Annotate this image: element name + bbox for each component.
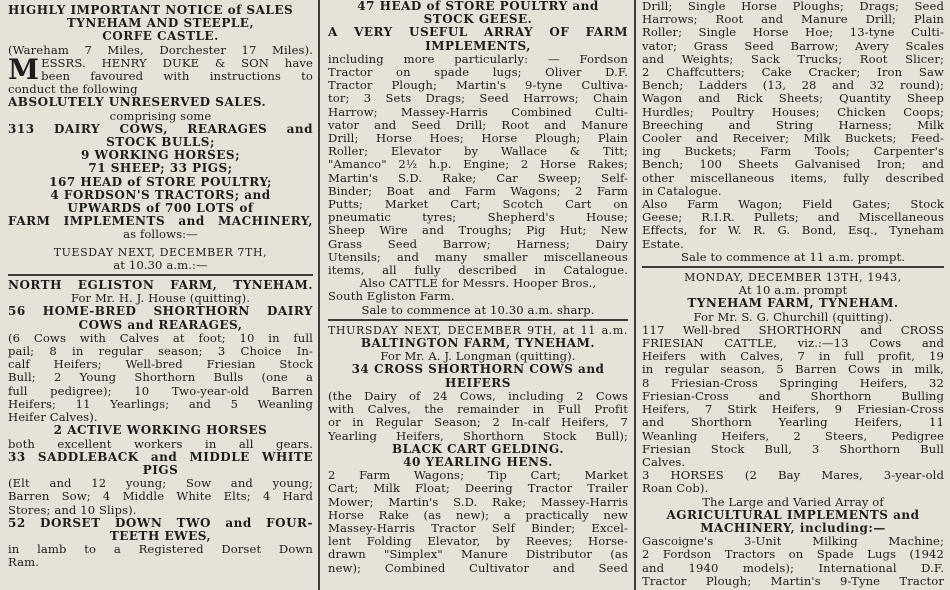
- line-text: TUESDAY NEXT, DECEMBER 7TH,: [53, 245, 268, 259]
- line-text: full pedigree); 10 Two-year-old Barren: [8, 384, 313, 398]
- line-text: Barren Sow; 4 Middle White Elts; 4 Hard: [8, 490, 313, 504]
- notice-text-line: [8, 259, 313, 272]
- line-text: Bench; Ladders (13, 28 and 32 round);: [642, 79, 944, 93]
- notice-text-line: [642, 548, 944, 561]
- notice-text-line: [328, 390, 628, 403]
- line-text: and Shorthorn Yearling Heifers, 11: [642, 416, 944, 430]
- notice-text-line: [328, 509, 628, 522]
- notice-heading-line: [8, 464, 313, 477]
- notice-text-line: [642, 0, 944, 13]
- line-text: UPWARDS of 700 LOTS of: [67, 202, 254, 216]
- line-text: Sale to commence at 11 a.m. prompt.: [680, 250, 906, 264]
- notice-text-line: [328, 53, 628, 66]
- notice-heading-line: [8, 517, 313, 530]
- notice-heading-line: [642, 297, 944, 310]
- notice-text-line: [8, 490, 313, 503]
- line-text: 313 DAIRY COWS, REARAGES and: [8, 122, 313, 136]
- notice-text-line: [8, 110, 313, 123]
- line-text: Bull; 2 Young Shorthorn Bulls (one a: [8, 371, 313, 385]
- notice-text-line: [642, 40, 944, 53]
- line-text: Geese; R.I.R. Pullets; and Miscellaneous: [642, 211, 944, 225]
- line-text: Drill; Horse Hoes; Horse Plough; Plain: [328, 132, 628, 146]
- line-text: pail; 8 in regular season; 3 Choice In-: [8, 345, 313, 359]
- notice-text-line: [8, 228, 313, 241]
- line-text: 56 HOME-BRED SHORTHORN DAIRY: [8, 305, 313, 319]
- notice-text-line: [328, 66, 628, 79]
- line-text: NORTH EGLISTON FARM, TYNEHAM.: [8, 279, 313, 293]
- line-text: Estate.: [642, 237, 684, 251]
- notice-text-line: [8, 385, 313, 398]
- line-text: Friesian-Cross and Shorthorn Bulling: [642, 389, 944, 403]
- notice-text-line: [328, 264, 628, 277]
- notice-heading-line: [8, 279, 313, 292]
- notice-text-line: [328, 482, 628, 495]
- notice-text-line: [642, 390, 944, 403]
- line-text: ing Buckets; Farm Tools; Carpenter's: [642, 145, 944, 159]
- notice-text-line: [642, 66, 944, 79]
- line-text: (the Dairy of 24 Cows, including 2 Cows: [328, 389, 628, 403]
- line-text: 40 YEARLING HENS.: [403, 455, 553, 469]
- line-text: AGRICULTURAL IMPLEMENTS and: [666, 508, 920, 522]
- line-text: Breeching and String Harness; Milk: [642, 118, 944, 132]
- line-text: COWS and REARAGES,: [78, 318, 243, 332]
- notice-text-line: [642, 13, 944, 26]
- line-text: FARM IMPLEMENTS and MACHINERY,: [8, 215, 313, 229]
- notice-text-line: [642, 350, 944, 363]
- notice-text-line: [8, 358, 313, 371]
- line-text: Tractor Plough; Martin's 9-Tyne Tractor: [642, 574, 944, 588]
- line-text: conduct the following: [8, 83, 138, 97]
- notice-text-line: [328, 198, 628, 211]
- line-text: 33 SADDLEBACK and MIDDLE WHITE: [8, 450, 313, 464]
- notice-text-line: [328, 416, 628, 429]
- notice-text-line: [642, 224, 944, 237]
- notice-text-line: [642, 198, 944, 211]
- notice-text-line: [642, 172, 944, 185]
- line-text: Also Farm Wagon; Field Gates; Stock: [642, 198, 944, 212]
- notice-text-line: [328, 469, 628, 482]
- line-text: Utensils; and many smaller miscellaneous: [328, 250, 628, 264]
- line-text: Weanling Heifers, 2 Steers, Pedigree: [642, 429, 944, 443]
- notice-text-line: [642, 311, 944, 324]
- notice-text-line: [328, 251, 628, 264]
- notice-text-line: [642, 284, 944, 297]
- notice-text-line: [328, 430, 628, 443]
- notice-heading-line: [328, 443, 628, 456]
- line-text: 8 Friesian-Cross Springing Heifers, 32: [642, 376, 944, 390]
- line-text: lent Folding Elevator, by Reeves; Horse-: [328, 535, 628, 549]
- notice-text-line: [328, 158, 628, 171]
- notice-heading-line: [328, 26, 628, 39]
- notice-text-line: [328, 238, 628, 251]
- line-text: and Weights; Sack Trucks; Root Slicer;: [642, 52, 944, 66]
- notice-text-line: [8, 371, 313, 384]
- notice-heading-line: [8, 424, 313, 437]
- line-text: both excellent workers in all gears.: [8, 437, 313, 451]
- notice-text-line: [642, 324, 944, 337]
- notice-text-line: [642, 469, 944, 482]
- notice-text-line: [8, 398, 313, 411]
- notice-text-line: [8, 543, 313, 556]
- line-text: FRIESIAN CATTLE, viz.:—13 Cows and: [642, 337, 944, 351]
- notice-text-line: [642, 575, 944, 588]
- line-text: calf Heifers; Well-bred Friesian Stock: [8, 358, 313, 372]
- line-text: 3 HORSES (2 Bay Mares, 3-year-old: [642, 469, 944, 483]
- line-text: tor; 3 Sets Drags; Seed Harrows; Chain: [328, 92, 628, 106]
- line-text: Heifers, 7 Stirk Heifers, 9 Friesian-Cross: [642, 403, 944, 417]
- line-text: as follows:—: [123, 228, 198, 242]
- notice-text-line: [328, 79, 628, 92]
- notice-text-line: [328, 562, 628, 575]
- notice-text-line: [642, 238, 944, 251]
- line-text: Martin's S.D. Rake; Car Sweep; Self-: [328, 171, 628, 185]
- line-text: TYNEHAM AND STEEPLE,: [66, 17, 255, 31]
- notice-heading-line: [8, 176, 313, 189]
- notice-text-line: [328, 106, 628, 119]
- line-text: new); Combined Cultivator and Seed: [328, 561, 628, 575]
- line-text: vator and Seed Drill; Root and Manure: [328, 118, 628, 132]
- notice-text-line: [328, 224, 628, 237]
- notice-text-line: [328, 290, 628, 303]
- line-text: 71 SHEEP; 33 PIGS;: [88, 162, 233, 176]
- notice-text-line: [642, 535, 944, 548]
- line-text: Cooler and Receiver; Milk Buckets; Feed-: [642, 132, 944, 146]
- line-text: in Catalogue.: [642, 184, 722, 198]
- line-text: STOCK BULLS;: [106, 136, 215, 150]
- section-divider: [642, 266, 944, 268]
- notice-heading-line: [8, 162, 313, 175]
- notice-heading-line: [8, 136, 313, 149]
- notice-text-line: [328, 211, 628, 224]
- line-text: BLACK CART GELDING.: [391, 442, 565, 456]
- line-text: Heifers with Calves, 7 in full profit, 19: [642, 350, 944, 364]
- line-text: pneumatic tyres; Shepherd's House;: [328, 211, 628, 225]
- notice-text-line: [642, 377, 944, 390]
- line-text: Mower; Martin's S.D. Rake; Massey-Harris: [328, 495, 628, 509]
- notice-text-line: [8, 411, 313, 424]
- line-text: (Elt and 12 young; Sow and young;: [8, 477, 313, 491]
- line-text: items, all fully described in Catalogue.: [328, 264, 628, 278]
- notice-text-line: [8, 345, 313, 358]
- notice-heading-line: [328, 40, 628, 53]
- line-text: BALTINGTON FARM, TYNEHAM.: [360, 337, 596, 351]
- line-text: Massey-Harris Tractor Self Binder; Excel-: [328, 521, 628, 535]
- notice-text-line: [8, 438, 313, 451]
- line-text: 2 Farm Wagons; Tip Cart; Market: [328, 469, 628, 483]
- notice-heading-line: [328, 337, 628, 350]
- notice-text-line: [328, 350, 628, 363]
- notice-heading-line: [328, 377, 628, 390]
- notice-text-line: [642, 132, 944, 145]
- line-text: drawn "Simplex" Manure Distributor (as: [328, 548, 628, 562]
- notice-text-line: [8, 504, 313, 517]
- line-text: Wagon and Rick Sheets; Quantity Sheep: [642, 92, 944, 106]
- line-text: Yearling Heifers, Shorthorn Stock Bull);: [328, 429, 628, 443]
- line-text: Heifer Calves).: [8, 411, 98, 425]
- notice-text-line: [642, 363, 944, 376]
- notice-text-line: [642, 119, 944, 132]
- notice-heading-line: [642, 509, 944, 522]
- notice-text-line: [8, 246, 313, 259]
- line-text: 2 Fordson Tractors on Spade Lugs (1942: [642, 548, 944, 562]
- line-text: 2 ACTIVE WORKING HORSES: [53, 424, 268, 438]
- notice-heading-line: [8, 202, 313, 215]
- notice-text-line: [642, 53, 944, 66]
- line-text: Tractor on spade lugs; Oliver D.F.: [328, 66, 628, 80]
- notice-text-line: [642, 92, 944, 105]
- line-text: THURSDAY NEXT, DECEMBER 9TH, at 11 a.m.: [328, 323, 628, 337]
- notice-text-line: [328, 324, 628, 337]
- line-text: IMPLEMENTS,: [425, 39, 531, 53]
- notice-heading-line: [328, 363, 628, 376]
- notice-heading-line: [8, 30, 313, 43]
- notice-text-line: [8, 83, 313, 96]
- line-text: vator; Grass Seed Barrow; Avery Scales: [642, 39, 944, 53]
- line-text: "Amanco" 2½ h.p. Engine; 2 Horse Rakes;: [328, 158, 628, 172]
- notice-text-line: [642, 337, 944, 350]
- notice-heading-line: [8, 17, 313, 30]
- line-text: (6 Cows with Calves at foot; 10 in full: [8, 331, 313, 345]
- notice-text-line: [8, 332, 313, 345]
- line-text: HIGHLY IMPORTANT NOTICE of SALES: [8, 4, 294, 17]
- line-text: Roan Cob).: [642, 482, 709, 496]
- line-text: Horse Rake (as new); a practically new: [328, 508, 628, 522]
- notice-text-line: [642, 79, 944, 92]
- notice-heading-line: [8, 4, 313, 17]
- line-text: or in Regular Season; 2 In-calf Heifers, 7: [328, 416, 628, 430]
- notice-text-line: [642, 158, 944, 171]
- notice-text-line: [8, 477, 313, 490]
- line-text: 52 DORSET DOWN TWO and FOUR-: [8, 516, 313, 530]
- notice-text-line: [328, 548, 628, 561]
- line-text: 2 Chaffcutters; Cake Cracker; Iron Saw: [642, 66, 944, 80]
- line-text: At 10 a.m. prompt: [738, 284, 848, 298]
- notice-heading-line: [8, 189, 313, 202]
- line-text: in lamb to a Registered Dorset Down: [8, 543, 313, 557]
- line-text: Harrow; Massey-Harris Combined Culti-: [328, 105, 628, 119]
- line-text: (Wareham 7 Miles, Dorchester 17 Miles).: [8, 43, 313, 57]
- line-text: and 1940 models); International D.F.: [642, 561, 944, 575]
- line-text: Ram.: [8, 556, 39, 570]
- notice-heading-line: [8, 96, 313, 109]
- section-divider: [8, 274, 313, 276]
- line-text: Effects, for W. R. G. Bond, Esq., Tyneham: [642, 224, 944, 238]
- column-right: [636, 0, 950, 590]
- notice-text-line: [642, 416, 944, 429]
- notice-text-line: [41, 70, 313, 83]
- section-divider: [328, 319, 628, 321]
- notice-text-line: [328, 132, 628, 145]
- line-text: Stores; and 10 Slips).: [8, 503, 137, 517]
- line-text: The Large and Varied Array of: [702, 495, 884, 509]
- column-middle: [320, 0, 634, 590]
- line-text: in regular season, 5 Barren Cows in milk,: [642, 363, 944, 377]
- notice-text-line: [642, 271, 944, 284]
- line-text: MONDAY, DECEMBER 13TH, 1943,: [684, 271, 902, 285]
- line-text: TYNEHAM FARM, TYNEHAM.: [687, 297, 899, 311]
- line-text: 47 HEAD of STORE POULTRY and: [357, 0, 599, 13]
- line-text: been favoured with instructions to: [41, 70, 313, 84]
- line-text: 117 Well-bred SHORTHORN and CROSS: [642, 323, 944, 337]
- line-text: Drill; Single Horse Ploughs; Drags; Seed: [642, 0, 944, 13]
- line-text: ABSOLUTELY UNRESERVED SALES.: [8, 96, 267, 110]
- line-text: South Egliston Farm.: [328, 290, 455, 304]
- notice-heading-line: [8, 215, 313, 228]
- notice-text-line: [642, 443, 944, 456]
- notice-text-line: [642, 562, 944, 575]
- notice-text-line: [642, 185, 944, 198]
- line-text: For Mr. A. J. Longman (quitting).: [380, 350, 576, 364]
- notice-heading-line: [642, 522, 944, 535]
- line-text: 34 CROSS SHORTHORN COWS and: [351, 363, 605, 377]
- notice-heading-line: [328, 0, 628, 13]
- notice-text-line: [642, 496, 944, 509]
- notice-text-line: [642, 211, 944, 224]
- notice-heading-line: [328, 456, 628, 469]
- line-text: 9 WORKING HORSES;: [80, 149, 241, 163]
- notice-text-line: [328, 496, 628, 509]
- notice-text-line: [8, 556, 313, 569]
- notice-heading-line: [8, 319, 313, 332]
- notice-heading-line: [8, 123, 313, 136]
- notice-text-line: [328, 403, 628, 416]
- notice-text-line: [642, 26, 944, 39]
- notice-heading-line: [8, 149, 313, 162]
- line-text: with Calves, the remainder in Full Profit: [328, 403, 628, 417]
- notice-text-line: [328, 522, 628, 535]
- notice-text-line: [642, 430, 944, 443]
- notice-text-line: [8, 292, 313, 305]
- line-text: For Mr. S. G. Churchill (quitting).: [693, 310, 893, 324]
- notice-text-line: [328, 185, 628, 198]
- column-left: [0, 0, 319, 590]
- drop-cap-letter: M: [8, 52, 40, 86]
- line-text: at 10.30 a.m.:—: [113, 258, 208, 272]
- line-text: Gascoigne's 3-Unit Milking Machine;: [642, 535, 944, 549]
- line-text: 167 HEAD of STORE POULTRY;: [49, 175, 272, 189]
- notice-text-line: [328, 145, 628, 158]
- line-text: Sheep Wire and Troughs; Pig Hut; New: [328, 224, 628, 238]
- line-text: Friesian Stock Bull, 3 Shorthorn Bull: [642, 442, 944, 456]
- notice-text-line: [328, 304, 628, 317]
- line-text: CORFE CASTLE.: [102, 30, 219, 44]
- notice-text-line: [328, 172, 628, 185]
- notice-heading-line: [8, 530, 313, 543]
- line-text: For Mr. H. J. House (quitting).: [70, 292, 251, 306]
- notice-text-line: [328, 119, 628, 132]
- line-text: other miscellaneous items, fully described: [642, 171, 944, 185]
- line-text: ESSRS. HENRY DUKE & SON have: [41, 55, 313, 70]
- notice-text-line: [328, 535, 628, 548]
- line-text: Calves.: [642, 455, 686, 469]
- line-text: A VERY USEFUL ARRAY OF FARM: [328, 26, 628, 40]
- notice-heading-line: [8, 451, 313, 464]
- line-text: Harrows; Root and Manure Drill; Plain: [642, 13, 944, 27]
- notice-heading-line: [8, 305, 313, 318]
- notice-text-line: [642, 251, 944, 264]
- line-text: MACHINERY, including:—: [700, 521, 886, 535]
- notice-text-line: [328, 277, 628, 290]
- notice-heading-line: [328, 13, 628, 26]
- line-text: Bench; 100 Sheets Galvanised Iron; and: [642, 158, 944, 172]
- notice-text-line: [328, 92, 628, 105]
- line-text: Hurdles; Poultry Houses; Chicken Coops;: [642, 105, 944, 119]
- line-text: comprising some: [109, 109, 212, 123]
- line-text: including more particularly: — Fordson: [328, 52, 628, 66]
- line-text: Binder; Boat and Farm Wagons; 2 Farm: [328, 184, 628, 198]
- line-text: Roller; Single Horse Hoe; 13-tyne Culti-: [642, 26, 944, 40]
- line-text: Also CATTLE for Messrs. Hooper Bros.,: [359, 277, 597, 291]
- notice-text-line: [642, 106, 944, 119]
- line-text: Heifers; 11 Yearlings; and 5 Weanling: [8, 397, 313, 411]
- notice-text-line: [642, 403, 944, 416]
- line-text: TEETH EWES,: [109, 529, 212, 543]
- notice-text-line: [642, 145, 944, 158]
- line-text: Roller; Elevator by Wallace & Titt;: [328, 145, 628, 159]
- line-text: HEIFERS: [445, 376, 511, 390]
- line-text: Grass Seed Barrow; Harness; Dairy: [328, 237, 628, 251]
- notice-text-line: [642, 456, 944, 469]
- line-text: Putts; Market Cart; Scotch Cart on: [328, 198, 628, 212]
- line-text: PIGS: [142, 463, 179, 477]
- line-text: Sale to commence at 10.30 a.m. sharp.: [361, 303, 595, 317]
- line-text: Tractor Plough; Martin's 9-tyne Cultiva-: [328, 79, 628, 93]
- line-text: 4 FORDSON'S TRACTORS; and: [50, 188, 271, 202]
- line-text: Cart; Milk Float; Deering Tractor Trailer: [328, 482, 628, 496]
- notice-text-line: [642, 482, 944, 495]
- line-text: STOCK GEESE.: [423, 13, 533, 27]
